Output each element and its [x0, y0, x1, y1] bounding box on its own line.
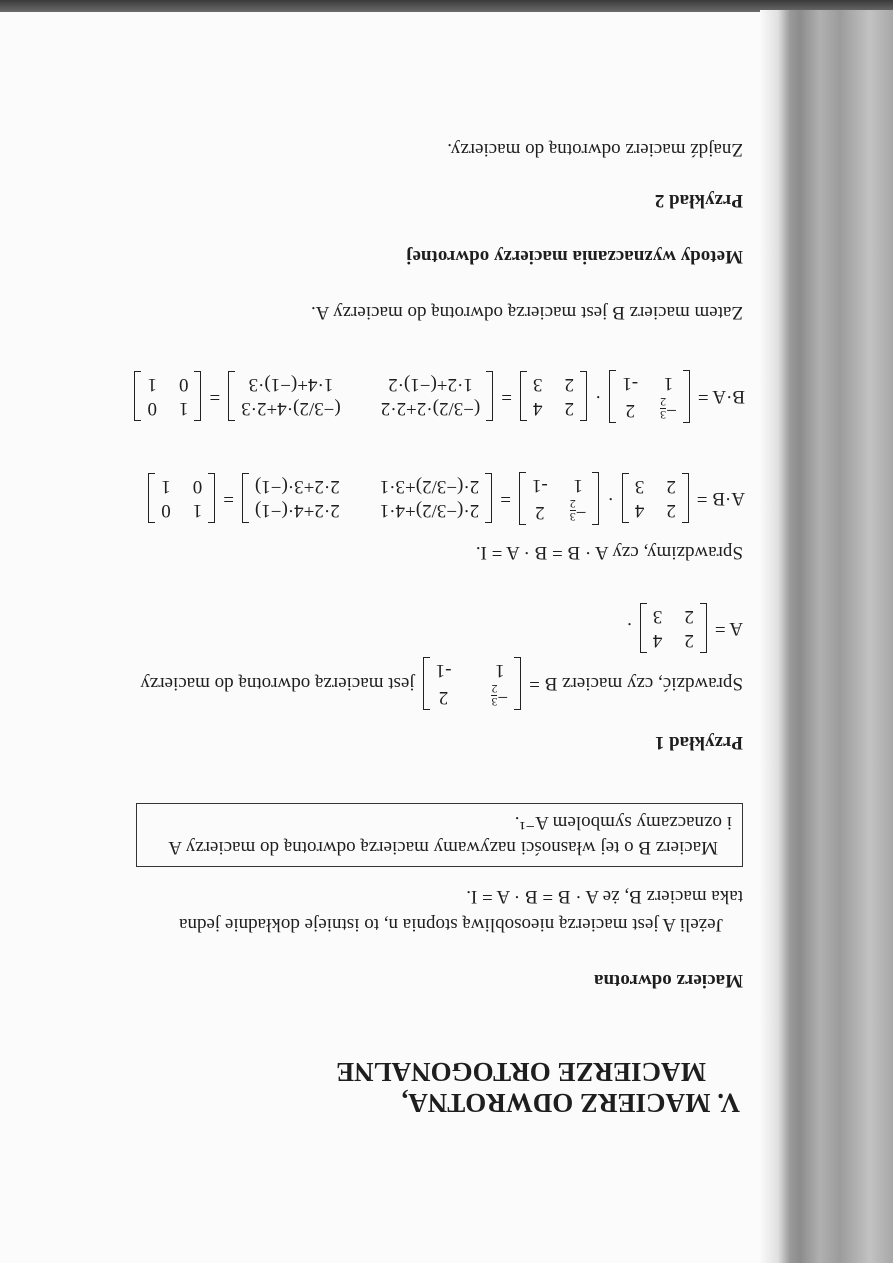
- example1-heading: Przykład 1: [654, 732, 743, 753]
- section-heading-methods: Metody wyznaczania macierzy odwrotnej: [406, 246, 743, 267]
- example1-conclusion: Zatem macierz B jest macierzą odwrotną do macierzy A.: [310, 302, 743, 323]
- matrix-A: 2 4 2 3: [640, 603, 707, 653]
- matrix-A-definition: A = 2 4 2 3 .: [627, 603, 743, 653]
- example2-task: Znajdź macierz odwrotną do macierzy.: [447, 139, 743, 160]
- BA-product-equation: B·A = − 3 2 2 1 -1 · 2 4 2 3 = (−3/2)·2+2·2 (−3/2)·4+2·3 1·2+(−1)·2 1·4+(−1)·3 = 1 0 0 1: [134, 370, 745, 423]
- AB-product-equation: A·B = 2 4 2 3 · − 3 2 2 1 -1 = 2·(−3/2)+4·1 2·2+4·(−1) 2·(−3/2)+3·1 2·2+3·(−1) = 1 0 0 1: [148, 472, 745, 525]
- example2-heading: Przykład 2: [654, 190, 743, 211]
- matrix-B: − 3 2 2 1 -1: [423, 657, 522, 710]
- check-statement: Sprawdzimy, czy A · B = B · A = I.: [475, 542, 743, 563]
- section-heading-inverse-matrix: Macierz odwrotna: [594, 970, 743, 991]
- chapter-title: V. MACIERZ ODWROTNA, MACIERZE ORTOGONALNE: [336, 1057, 740, 1118]
- definition-paragraph-line2: taka macierz B, że A · B = B · A = I.: [466, 886, 743, 907]
- definition-paragraph-line1: Jeżeli A jest macierzą nieosobliwą stopnia n, to istnieje dokładnie jedna: [179, 914, 723, 935]
- definition-box: Macierz B o tej własności nazywamy macierzą odwrotną do macierzy A i oznaczamy symbolem A⁻¹.: [136, 803, 743, 867]
- example1-task: Sprawdzić, czy macierz B = − 3 2 2 1 -1 jest macierzą odwrotną do macierzy: [140, 657, 743, 710]
- chapter-number: V.: [717, 1088, 740, 1118]
